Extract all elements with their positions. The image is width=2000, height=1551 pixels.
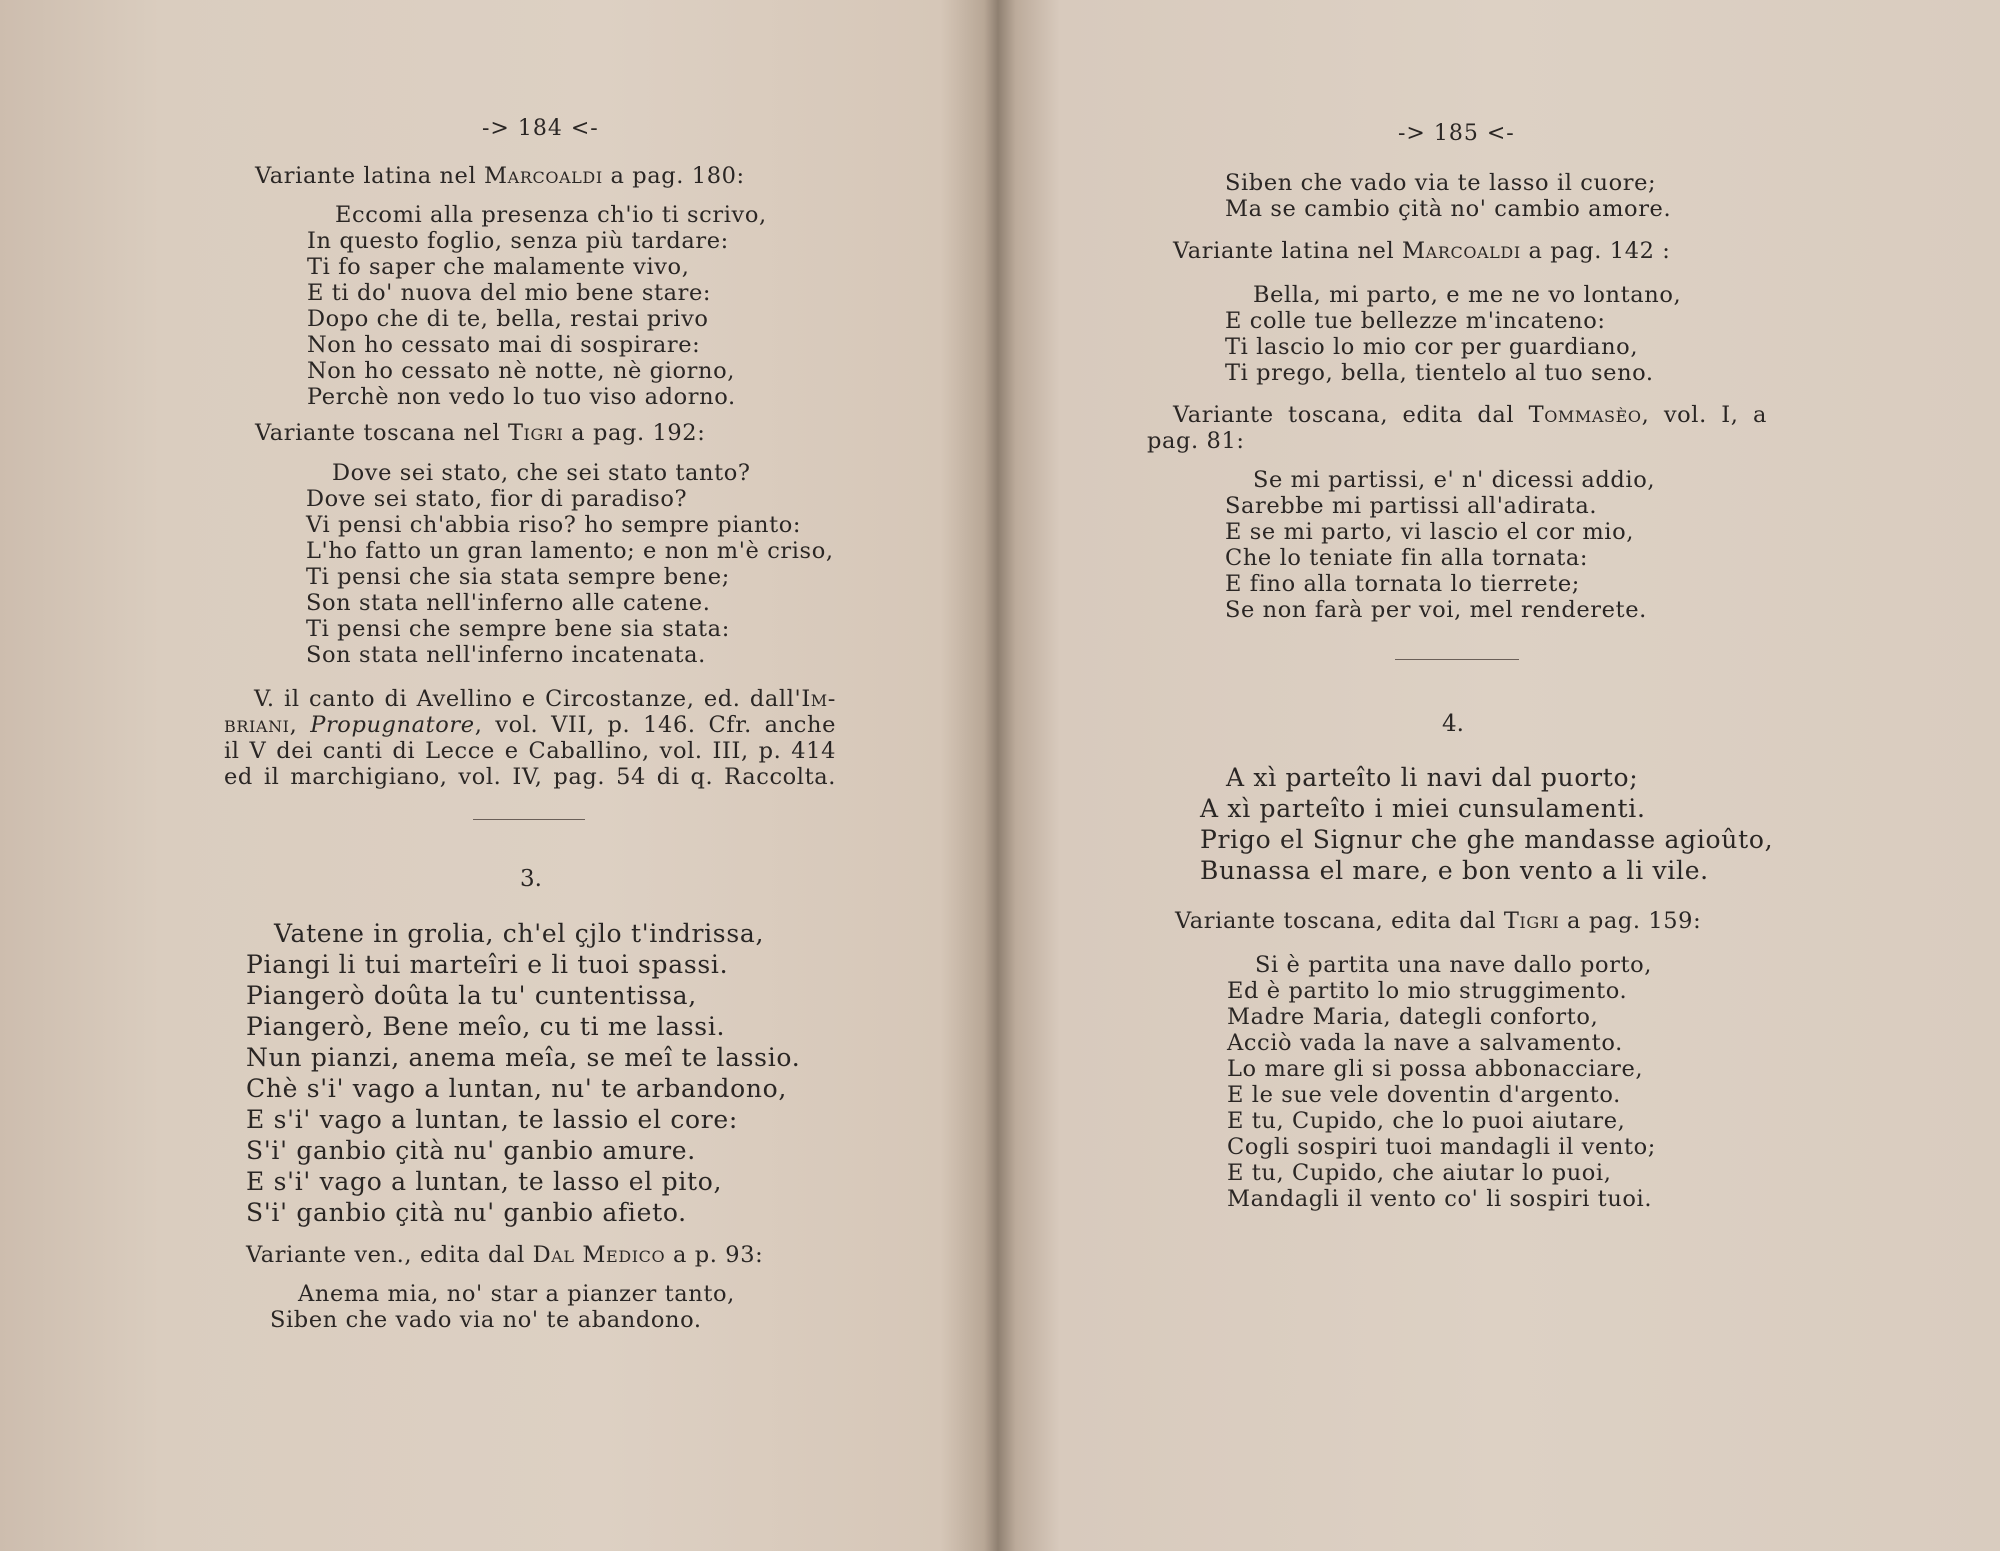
poem-line: Chè s'i' vago a luntan, nu' te arbandono,: [246, 1074, 788, 1103]
verse-line: Si è partita una nave dallo porto,: [1255, 952, 1653, 978]
poem-line: S'i' ganbio çità nu' ganbio afieto.: [246, 1198, 687, 1227]
verse-line: Se non farà per voi, mel renderete.: [1225, 597, 1647, 623]
poem-line: Piangerò doûta la tu' cuntentissa,: [246, 981, 697, 1010]
verse-block: [1225, 467, 1655, 623]
verse-block: [1227, 952, 1656, 1212]
poem-line: Prigo el Signur che ghe mandasse agioûto,: [1200, 825, 1774, 854]
variant-heading: Variante latina nel Marcoaldi a pag. 142 :: [1173, 238, 1671, 264]
verse-line: Cogli sospiri tuoi mandagli il vento;: [1227, 1134, 1656, 1160]
verse-line: Anema mia, no' star a pianzer tanto,: [298, 1281, 735, 1307]
verse-line: Ti pensi che sia stata sempre bene;: [306, 564, 730, 590]
section-divider: [1395, 659, 1519, 660]
verse-block: [270, 1281, 735, 1333]
verse-line: E tu, Cupido, che aiutar lo puoi,: [1227, 1160, 1612, 1186]
verse-line: Non ho cessato mai di sospirare:: [307, 332, 701, 358]
page-number: -> 185 <-: [1398, 121, 1515, 146]
variant-heading: Variante toscana, edita dal Tommasèo, vol. I, a pag. 81:: [1147, 402, 1767, 454]
dialect-poem: [246, 918, 800, 1228]
poem-line: Bunassa el mare, e bon vento a li vile.: [1200, 856, 1709, 885]
variant-heading: Variante toscana, edita dal Tigri a pag. 159:: [1175, 908, 1702, 934]
author-name: Marcoaldi: [1402, 238, 1521, 264]
left-page: [0, 0, 995, 1551]
verse-line: E le sue vele doventin d'argento.: [1227, 1082, 1621, 1108]
verse-line: Ti prego, bella, tientelo al tuo seno.: [1225, 360, 1654, 386]
poem-line: E s'i' vago a luntan, te lasso el pito,: [246, 1167, 723, 1196]
section-number: 3.: [520, 866, 542, 892]
verse-line: Mandagli il vento co' li sospiri tuoi.: [1227, 1186, 1653, 1212]
verse-block: [306, 460, 834, 668]
verse-line: Lo mare gli si possa abbonacciare,: [1227, 1056, 1644, 1082]
verse-line: Dopo che di te, bella, restai privo: [307, 306, 709, 332]
poem-line: Piangi li tui marteîri e li tuoi spassi.: [246, 950, 729, 979]
verse-line: Sarebbe mi partissi all'adirata.: [1225, 493, 1598, 519]
verse-line: Son stata nell'inferno alle catene.: [306, 590, 711, 616]
verse-line: Siben che vado via no' te abandono.: [270, 1307, 702, 1333]
verse-block: [307, 202, 767, 410]
verse-line: E tu, Cupido, che lo puoi aiutare,: [1227, 1108, 1626, 1134]
verse-line: E colle tue bellezze m'incateno:: [1225, 308, 1606, 334]
verse-line: Ti fo saper che malamente vivo,: [307, 254, 690, 280]
verse-line: In questo foglio, senza più tardare:: [307, 228, 729, 254]
verse-line: Acciò vada la nave a salvamento.: [1227, 1030, 1623, 1056]
verse-line: Madre Maria, dategli conforto,: [1227, 1004, 1599, 1030]
verse-line: Son stata nell'inferno incatenata.: [306, 642, 706, 668]
verse-line: E se mi parto, vi lascio el cor mio,: [1225, 519, 1634, 545]
verse-line: Perchè non vedo lo tuo viso adorno.: [307, 384, 736, 410]
author-name: Dal Medico: [532, 1242, 666, 1268]
verse-line: Vi pensi ch'abbia riso? ho sempre pianto:: [306, 512, 802, 538]
dialect-poem: [1200, 762, 1773, 886]
author-name: Marcoaldi: [484, 163, 603, 189]
reference-note: V. il canto di Avellino e Circostanze, ed. dall'Im- briani, Propugnatore, vol. VII, p. 146. Cfr. anche il V dei canti di Lecce e Caballino, vol. III, p. 414 ed il marchigiano, vol. IV, pag. 54 di q. Raccolta.: [224, 686, 836, 790]
verse-line: Ti lascio lo mio cor per guardiano,: [1225, 334, 1639, 360]
author-name: Tommasèo: [1528, 402, 1642, 428]
verse-line: Dove sei stato, che sei stato tanto?: [332, 460, 751, 486]
poem-line: A xì parteîto i miei cunsulamenti.: [1200, 794, 1646, 823]
poem-line: A xì parteîto li navi dal puorto;: [1226, 763, 1639, 792]
verse-line: Non ho cessato nè notte, nè giorno,: [307, 358, 735, 384]
poem-line: Piangerò, Bene meîo, cu ti me lassi.: [246, 1012, 726, 1041]
verse-line: Ed è partito lo mio struggimento.: [1227, 978, 1628, 1004]
variant-heading: Variante latina nel Marcoaldi a pag. 180:: [255, 163, 745, 189]
verse-line: Ma se cambio çità no' cambio amore.: [1225, 196, 1672, 222]
verse-block: [1225, 282, 1681, 386]
verse-line: Eccomi alla presenza ch'io ti scrivo,: [335, 202, 767, 228]
poem-line: E s'i' vago a luntan, te lassio el core:: [246, 1105, 739, 1134]
variant-heading: Variante ven., edita dal Dal Medico a p. 93:: [246, 1242, 764, 1268]
author-name: Tigri: [1503, 908, 1560, 934]
verse-line: Siben che vado via te lasso il cuore;: [1225, 170, 1657, 196]
right-page: [1005, 0, 2000, 1551]
verse-line: Bella, mi parto, e me ne vo lontano,: [1253, 282, 1682, 308]
verse-line: Ti pensi che sempre bene sia stata:: [306, 616, 730, 642]
poem-line: Vatene in grolia, ch'el çjlo t'indrissa,: [274, 919, 765, 948]
verse-line: Se mi partissi, e' n' dicessi addio,: [1253, 467, 1656, 493]
verse-line: E ti do' nuova del mio bene stare:: [307, 280, 712, 306]
verse-block: [1225, 170, 1671, 222]
verse-line: Che lo teniate fin alla tornata:: [1225, 545, 1589, 571]
variant-heading: Variante toscana nel Tigri a pag. 192:: [255, 420, 706, 446]
poem-line: S'i' ganbio çità nu' ganbio amure.: [246, 1136, 696, 1165]
poem-line: Nun pianzi, anema meîa, se meî te lassio.: [246, 1043, 801, 1072]
author-name: Tigri: [507, 420, 564, 446]
verse-line: L'ho fatto un gran lamento; e non m'è criso,: [306, 538, 834, 564]
section-number: 4.: [1442, 711, 1464, 737]
page-number: -> 184 <-: [482, 116, 599, 141]
verse-line: E fino alla tornata lo tierrete;: [1225, 571, 1580, 597]
verse-line: Dove sei stato, fior di paradiso?: [306, 486, 688, 512]
section-divider: [473, 819, 585, 820]
